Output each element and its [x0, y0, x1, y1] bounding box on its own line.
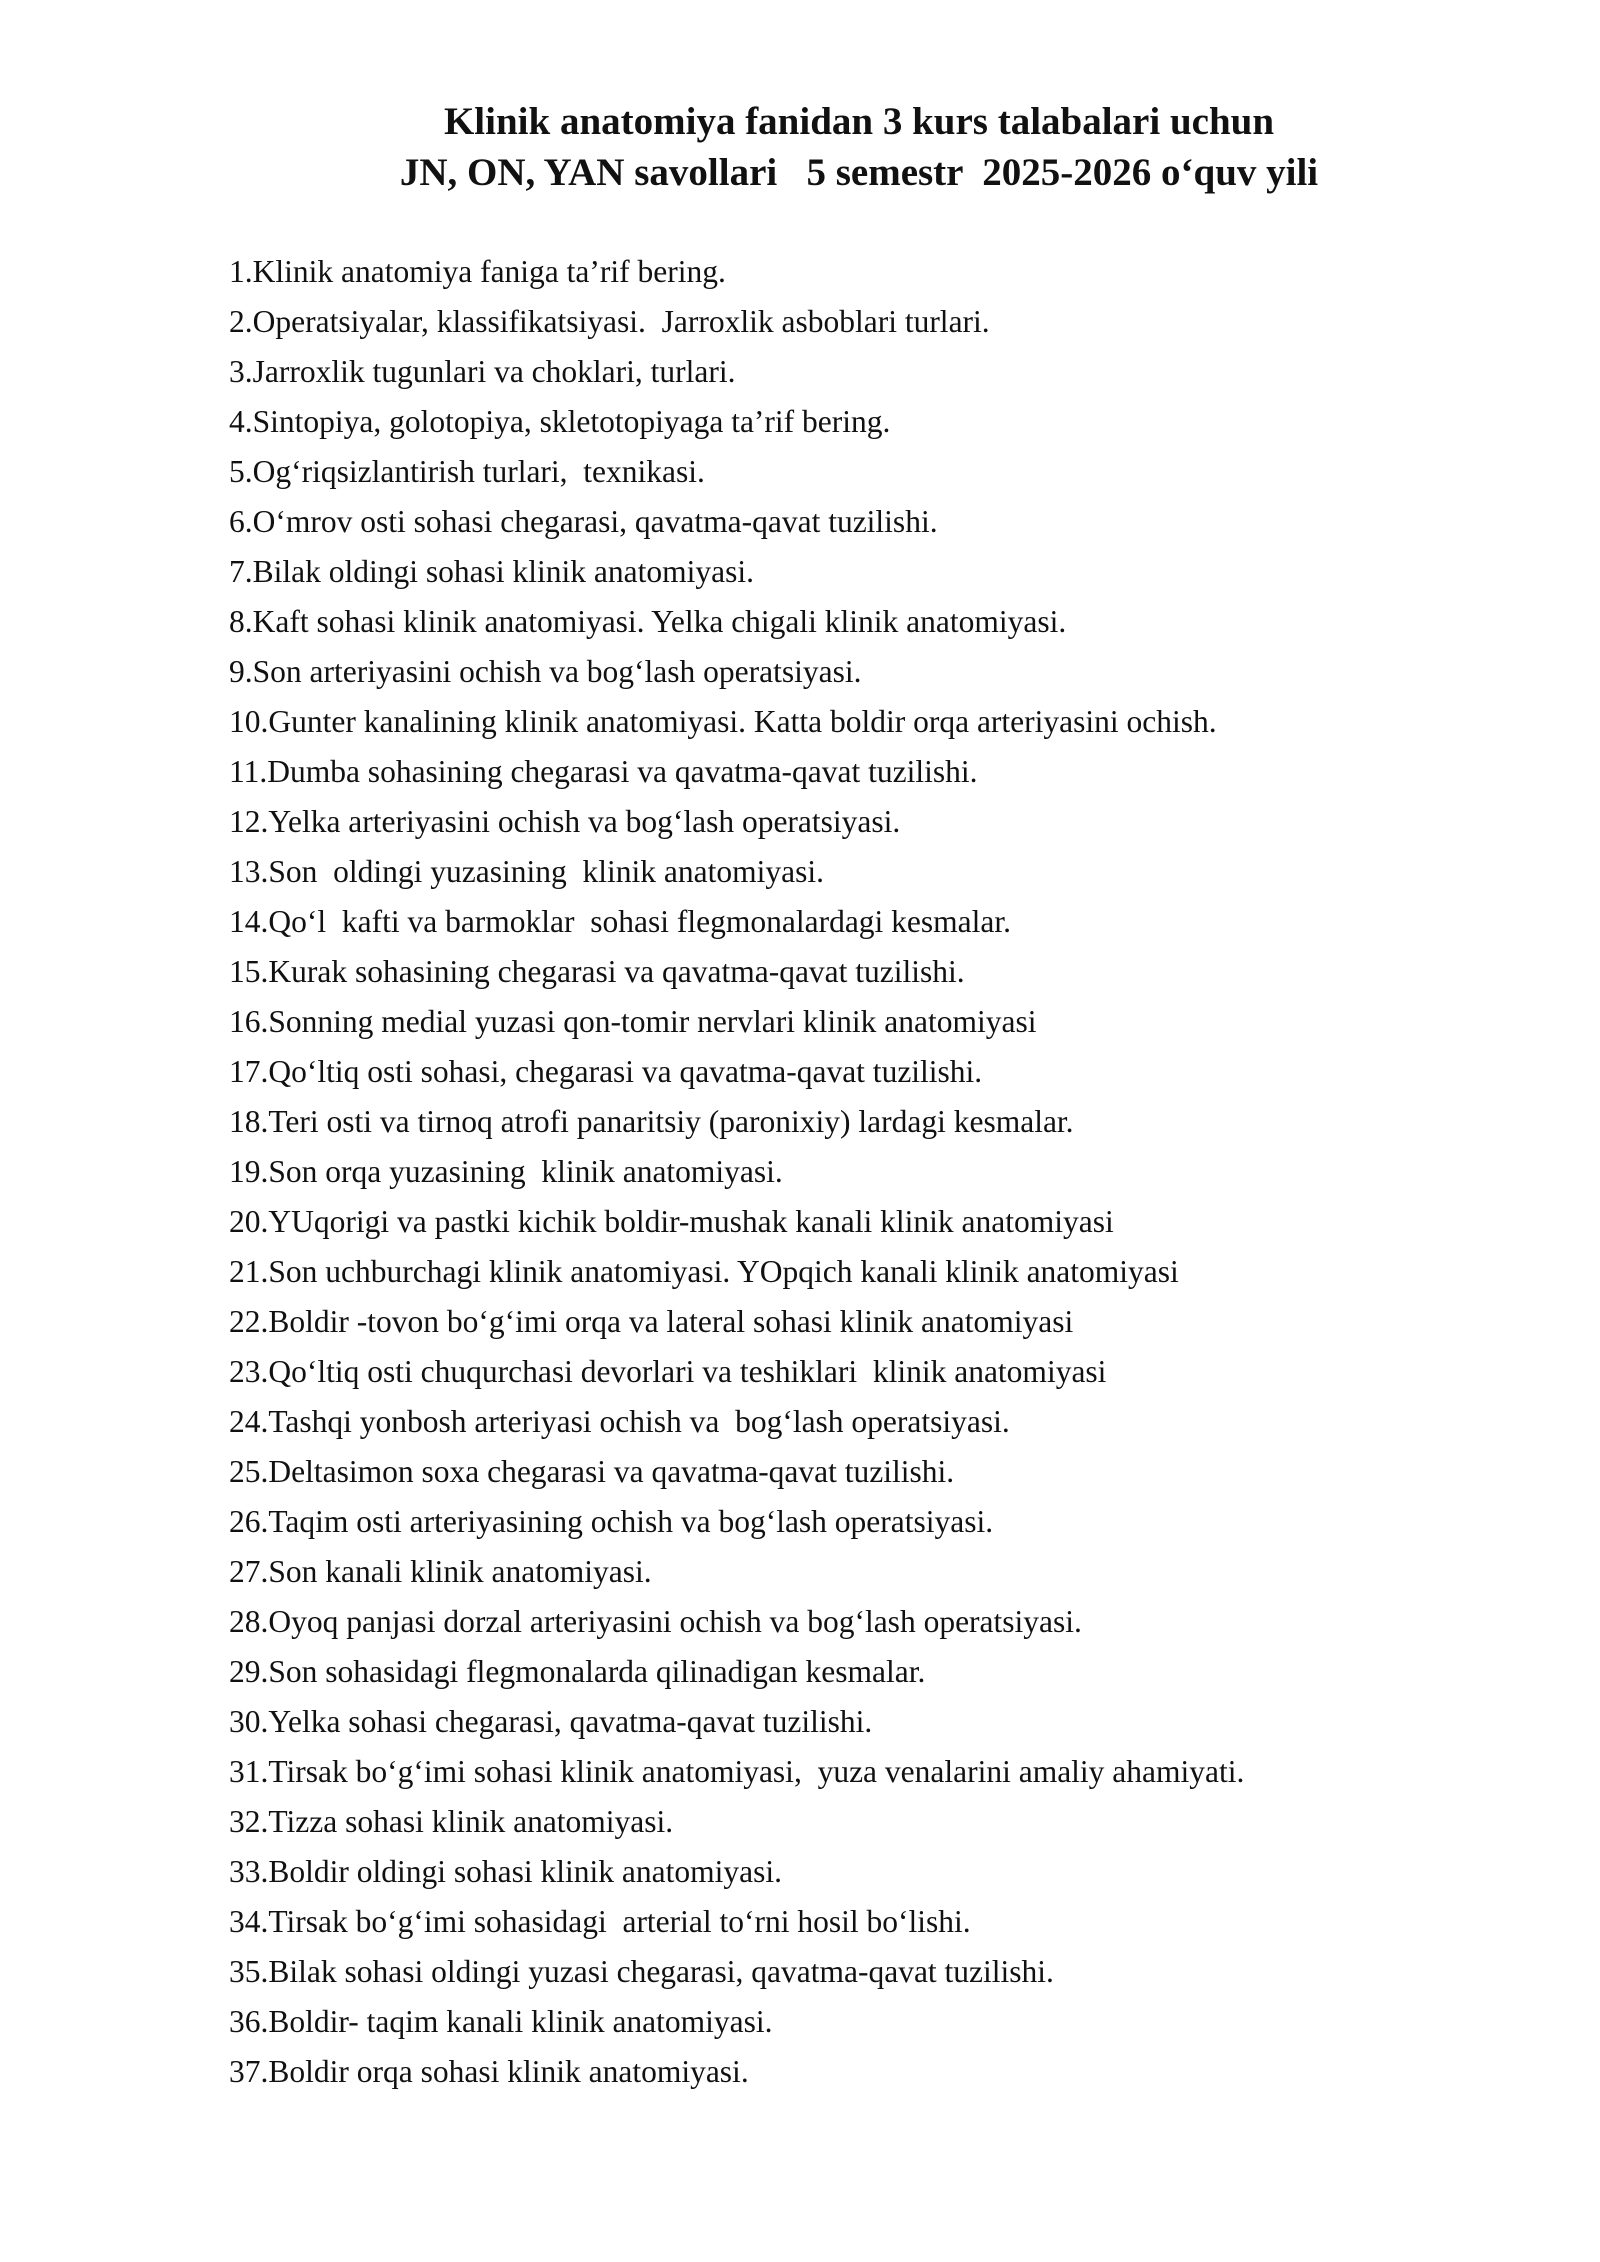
- question-item: 28.Oyoq panjasi dorzal arteriyasini ochish va bog‘lash operatsiyasi.: [229, 1604, 1082, 1639]
- question-item: 26.Taqim osti arteriyasining ochish va bog‘lash operatsiyasi.: [229, 1504, 994, 1539]
- question-list: [229, 247, 1244, 2097]
- question-item: 6.O‘mrov osti sohasi chegarasi, qavatma-qavat tuzilishi.: [229, 504, 938, 539]
- question-item: 21.Son uchburchagi klinik anatomiyasi. YOpqich kanali klinik anatomiyasi: [229, 1254, 1179, 1289]
- question-item: 15.Kurak sohasining chegarasi va qavatma-qavat tuzilishi.: [229, 954, 965, 989]
- document-header: [0, 96, 1600, 198]
- document-title: Klinik anatomiya fanidan 3 kurs talabalari uchun: [443, 100, 1275, 143]
- question-item: 23.Qo‘ltiq osti chuqurchasi devorlari va teshiklari klinik anatomiyasi: [229, 1354, 1107, 1389]
- question-item: 5.Og‘riqsizlantirish turlari, texnikasi.: [229, 454, 705, 489]
- question-item: 11.Dumba sohasining chegarasi va qavatma-qavat tuzilishi.: [229, 754, 978, 789]
- question-item: 9.Son arteriyasini ochish va bog‘lash operatsiyasi.: [229, 654, 862, 689]
- question-item: 2.Operatsiyalar, klassifikatsiyasi. Jarroxlik asboblari turlari.: [229, 304, 990, 339]
- question-item: 32.Tizza sohasi klinik anatomiyasi.: [229, 1804, 674, 1839]
- question-item: 19.Son orqa yuzasining klinik anatomiyasi.: [229, 1154, 783, 1189]
- question-item: 34.Tirsak bo‘g‘imi sohasidagi arterial to‘rni hosil bo‘lishi.: [229, 1904, 971, 1939]
- question-item: 36.Boldir- taqim kanali klinik anatomiyasi.: [229, 2004, 773, 2039]
- question-item: 17.Qo‘ltiq osti sohasi, chegarasi va qavatma-qavat tuzilishi.: [229, 1054, 983, 1089]
- question-item: 8.Kaft sohasi klinik anatomiyasi. Yelka chigali klinik anatomiyasi.: [229, 604, 1067, 639]
- question-item: 24.Tashqi yonbosh arteriyasi ochish va bog‘lash operatsiyasi.: [229, 1404, 1010, 1439]
- question-item: 14.Qo‘l kafti va barmoklar sohasi flegmonalardagi kesmalar.: [229, 904, 1012, 939]
- question-item: 22.Boldir -tovon bo‘g‘imi orqa va lateral sohasi klinik anatomiyasi: [229, 1304, 1074, 1339]
- question-item: 1.Klinik anatomiya faniga ta’rif bering.: [229, 254, 726, 289]
- question-item: 4.Sintopiya, golotopiya, skletotopiyaga ta’rif bering.: [229, 404, 891, 439]
- question-item: 31.Tirsak bo‘g‘imi sohasi klinik anatomiyasi, yuza venalarini amaliy ahamiyati.: [229, 1754, 1245, 1789]
- question-item: 12.Yelka arteriyasini ochish va bog‘lash operatsiyasi.: [229, 804, 901, 839]
- question-item: 25.Deltasimon soxa chegarasi va qavatma-qavat tuzilishi.: [229, 1454, 955, 1489]
- question-item: 3.Jarroxlik tugunlari va choklari, turlari.: [229, 354, 736, 389]
- question-item: 37.Boldir orqa sohasi klinik anatomiyasi.: [229, 2054, 749, 2089]
- document-subtitle: JN, ON, YAN savollari 5 semestr 2025-2026 o‘quv yili: [399, 151, 1319, 194]
- question-item: 16.Sonning medial yuzasi qon-tomir nervlari klinik anatomiyasi: [229, 1004, 1037, 1039]
- question-item: 33.Boldir oldingi sohasi klinik anatomiyasi.: [229, 1854, 782, 1889]
- question-item: 13.Son oldingi yuzasining klinik anatomiyasi.: [229, 854, 824, 889]
- question-item: 30.Yelka sohasi chegarasi, qavatma-qavat tuzilishi.: [229, 1704, 873, 1739]
- question-item: 10.Gunter kanalining klinik anatomiyasi. Katta boldir orqa arteriyasini ochish.: [229, 704, 1217, 739]
- question-item: 27.Son kanali klinik anatomiyasi.: [229, 1554, 652, 1589]
- question-item: 18.Teri osti va tirnoq atrofi panaritsiy (paronixiy) lardagi kesmalar.: [229, 1104, 1074, 1139]
- question-item: 20.YUqorigi va pastki kichik boldir-mushak kanali klinik anatomiyasi: [229, 1204, 1114, 1239]
- question-item: 29.Son sohasidagi flegmonalarda qilinadigan kesmalar.: [229, 1654, 926, 1689]
- question-item: 35.Bilak sohasi oldingi yuzasi chegarasi, qavatma-qavat tuzilishi.: [229, 1954, 1054, 1989]
- question-item: 7.Bilak oldingi sohasi klinik anatomiyasi.: [229, 554, 754, 589]
